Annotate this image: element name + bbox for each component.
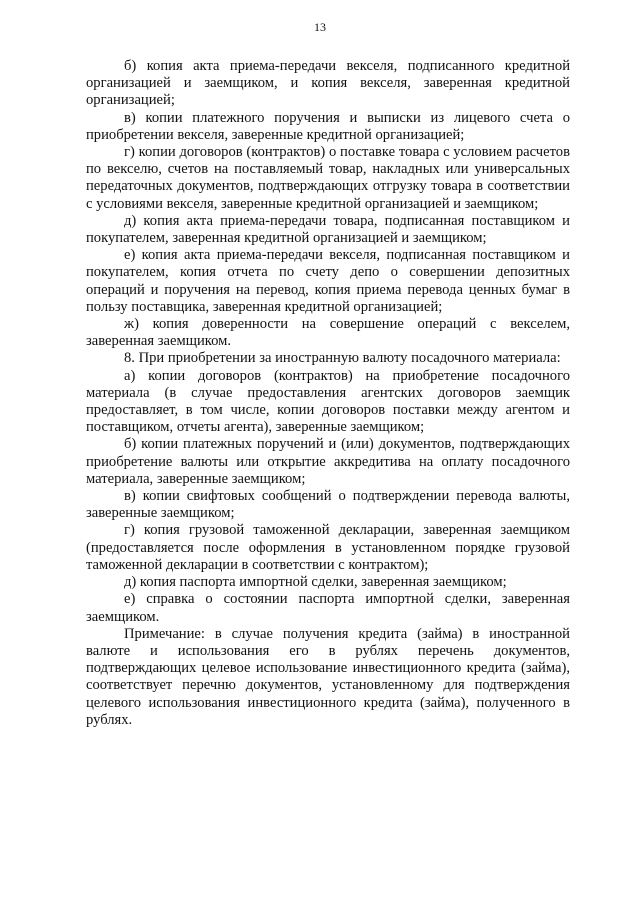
- paragraph-b-bill-transfer-act: б) копия акта приема-передачи векселя, подписанного кредитной организацией и заемщиком, и копия векселя, заверенная кредитной организацией;: [86, 58, 570, 109]
- paragraph-zh-power-of-attorney: ж) копия доверенности на совершение операций с векселем, заверенная заемщиком.: [86, 316, 570, 350]
- paragraph-b-payment-orders: б) копии платежных поручений и (или) документов, подтверждающих приобретение валюты или открытие аккредитива на оплату посадочного материала, заверенные заемщиком;: [86, 436, 570, 487]
- paragraph-v-swift-messages: в) копии свифтовых сообщений о подтверждении перевода валюты, заверенные заемщиком;: [86, 488, 570, 522]
- document-body: [86, 58, 570, 729]
- paragraph-g-supply-contracts: г) копии договоров (контрактов) о поставке товара с условием расчетов по векселю, счетов на поставляемый товар, накладных или универсальных передаточных документов, подтверждающих отгрузку товара в соответствии с условиями векселя, заверенные кредитной организацией и заемщиком;: [86, 144, 570, 212]
- paragraph-d-goods-transfer-act: д) копия акта приема-передачи товара, подписанная поставщиком и покупателем, заверенная кредитной организацией и заемщиком;: [86, 212, 570, 247]
- section-8-heading: 8. При приобретении за иностранную валюту посадочного материала:: [124, 350, 561, 367]
- page-number: 13: [314, 20, 326, 34]
- paragraph-d-import-passport: д) копия паспорта импортной сделки, заверенная заемщиком;: [124, 574, 507, 591]
- paragraph-e-passport-status: е) справка о состоянии паспорта импортной сделки, заверенная заемщиком.: [86, 591, 570, 625]
- paragraph-e-bill-transfer-supplier: е) копия акта приема-передачи векселя, подписанная поставщиком и покупателем, копия отчета по счету депо о совершении депозитных операций и поручения на перевод, копия приема перевода ценных бумаг в пользу поставщика, заверенная кредитной организацией;: [86, 247, 570, 315]
- paragraph-a-planting-contracts: а) копии договоров (контрактов) на приобретение посадочного материала (в случае предоставления агентских договоров заемщик предоставляет, в том числе, копии договоров поставки между агентом и поставщиком, отчеты агента), заверенные заемщиком;: [86, 367, 570, 436]
- note-paragraph: Примечание: в случае получения кредита (займа) в иностранной валюте и использования его в рублях перечень документов, подтверждающих целевое использование инвестиционного кредита (займа), соответствует перечню документов, установленному для подтверждения целевого использования инвестиционного кредита (займа), полученного в рублях.: [86, 625, 570, 728]
- paragraph-v-payment-order: в) копии платежного поручения и выписки из лицевого счета о приобретении векселя, заверенные кредитной организацией;: [86, 109, 570, 143]
- paragraph-g-customs-declaration: г) копия грузовой таможенной декларации, заверенная заемщиком (предоставляется после оформления в установленном порядке грузовой таможенной декларации в соответствии с контрактом);: [86, 522, 570, 573]
